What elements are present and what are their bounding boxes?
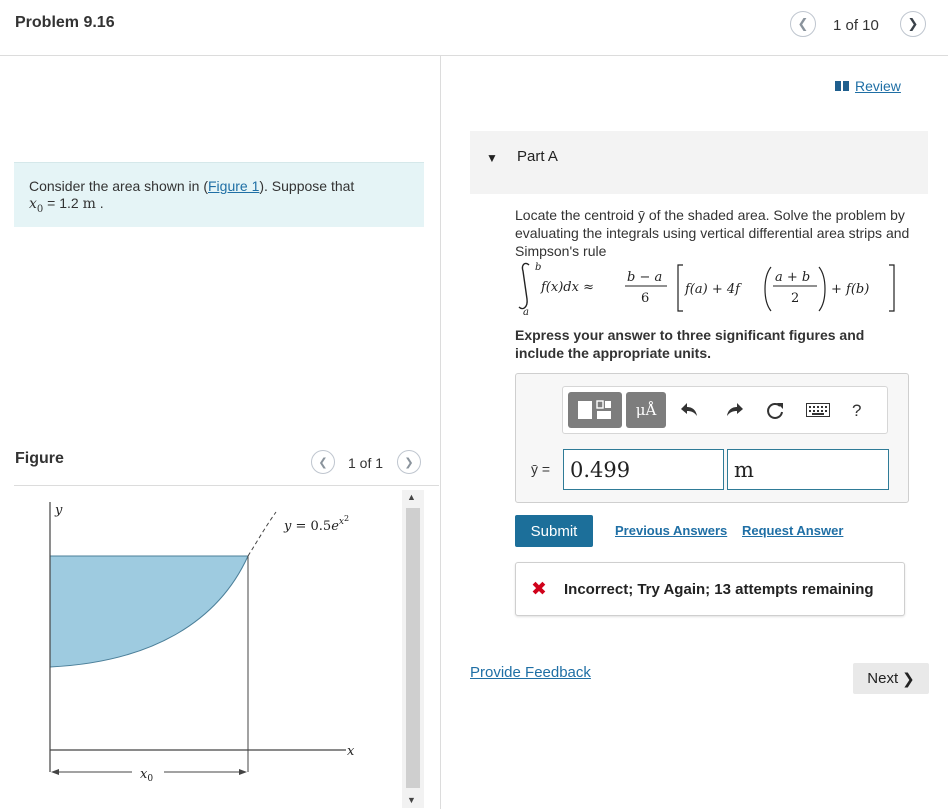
inner-denominator: 2 bbox=[791, 291, 800, 306]
provide-feedback-link[interactable]: Provide Feedback bbox=[470, 664, 591, 681]
scroll-down-icon[interactable]: ▼ bbox=[407, 795, 416, 805]
integral-sign bbox=[519, 263, 529, 308]
integrand: f(x)dx ≈ bbox=[541, 280, 594, 295]
undo-button[interactable] bbox=[680, 400, 700, 420]
x0-period: . bbox=[95, 195, 104, 211]
redo-icon bbox=[725, 402, 743, 418]
previous-answers-link[interactable]: Previous Answers bbox=[615, 523, 728, 538]
dimension-arrow-right bbox=[239, 769, 247, 775]
header-divider bbox=[0, 55, 948, 56]
figure-diagram bbox=[14, 490, 400, 808]
y-axis-label: y bbox=[55, 503, 63, 518]
simpsons-rule-formula bbox=[515, 257, 915, 317]
x0-number: = 1.2 bbox=[43, 195, 83, 211]
next-label: Next bbox=[867, 670, 899, 687]
problem-title: Problem 9.16 bbox=[15, 14, 115, 31]
part-title: Part A bbox=[517, 148, 558, 165]
problem-counter: 1 of 10 bbox=[833, 17, 879, 34]
x0-dimension-label: $x_0$ bbox=[140, 767, 154, 784]
submit-button[interactable]: Submit bbox=[515, 515, 593, 547]
fraction-denominator: 6 bbox=[641, 291, 650, 306]
previous-figure-button[interactable] bbox=[311, 450, 335, 474]
x0-unit: m bbox=[82, 196, 96, 212]
figure-link[interactable]: Figure 1 bbox=[208, 178, 260, 194]
column-divider bbox=[440, 56, 441, 809]
feedback-message: Incorrect; Try Again; 13 attempts remaining bbox=[564, 581, 874, 598]
collapse-caret-icon[interactable]: ▼ bbox=[486, 151, 498, 165]
right-paren bbox=[819, 267, 825, 311]
figure-divider bbox=[14, 485, 439, 486]
statement-text: Consider the area shown in ( bbox=[29, 178, 208, 194]
scroll-up-icon[interactable]: ▲ bbox=[407, 492, 416, 502]
book-icon bbox=[835, 81, 849, 91]
units-icon: μÅ bbox=[635, 401, 657, 419]
reset-button[interactable] bbox=[764, 400, 786, 422]
units-button[interactable] bbox=[626, 392, 666, 428]
x-axis-label: x bbox=[347, 744, 355, 759]
answer-instruction: Express your answer to three significant figures and include the appropriate units. bbox=[515, 327, 865, 361]
redo-button[interactable] bbox=[724, 400, 744, 420]
chevron-right-icon: ❯ bbox=[907, 16, 919, 31]
chevron-right-icon: ❯ bbox=[404, 456, 414, 469]
request-answer-link[interactable]: Request Answer bbox=[742, 523, 844, 538]
answer-value-input[interactable] bbox=[563, 449, 724, 490]
bracket-left-terms: f(a) + 4f bbox=[685, 282, 740, 297]
curve-extension bbox=[248, 512, 276, 556]
question-text: Locate the centroid ȳ of the shaded area. Solve the problem by evaluating the integrals using vertical differential area strips and Simpson's rule bbox=[515, 207, 910, 259]
keyboard-icon bbox=[806, 403, 830, 417]
left-bracket bbox=[678, 265, 683, 311]
dimension-arrow-left bbox=[51, 769, 59, 775]
bracket-right-terms: + f(b) bbox=[831, 282, 870, 297]
keyboard-button[interactable] bbox=[806, 402, 830, 418]
curve-label: $y = 0.5e^{x2}$ bbox=[284, 514, 350, 534]
next-problem-button[interactable] bbox=[900, 11, 926, 37]
previous-problem-button[interactable] bbox=[790, 11, 816, 37]
incorrect-x-icon: ✖ bbox=[531, 579, 547, 600]
integral-upper: b bbox=[535, 262, 542, 273]
statement-text-end: ). Suppose that bbox=[259, 178, 355, 194]
chevron-right-icon: ❯ bbox=[902, 670, 915, 688]
answer-label: ȳ = bbox=[531, 461, 551, 477]
figure-counter: 1 of 1 bbox=[348, 455, 384, 471]
templates-icon bbox=[575, 397, 615, 423]
figure-scrollbar-thumb[interactable] bbox=[406, 508, 420, 788]
reset-icon bbox=[765, 401, 785, 421]
x0-value bbox=[29, 195, 104, 215]
fraction-numerator: b − a bbox=[627, 270, 663, 285]
x0-subscript: 0 bbox=[36, 203, 44, 215]
shaded-area bbox=[50, 556, 248, 667]
inner-numerator: a + b bbox=[775, 270, 811, 285]
chevron-left-icon: ❮ bbox=[797, 16, 809, 31]
next-button[interactable] bbox=[853, 663, 929, 694]
review-link[interactable] bbox=[835, 78, 901, 94]
answer-units-input[interactable] bbox=[727, 449, 889, 490]
x0-variable: x bbox=[29, 196, 37, 212]
chevron-left-icon: ❮ bbox=[318, 456, 328, 469]
undo-icon bbox=[681, 402, 699, 418]
templates-button[interactable] bbox=[568, 392, 622, 428]
right-bracket bbox=[889, 265, 894, 311]
help-button[interactable]: ? bbox=[852, 401, 862, 420]
left-paren bbox=[765, 267, 771, 311]
problem-statement bbox=[29, 177, 409, 195]
next-figure-button[interactable] bbox=[397, 450, 421, 474]
figure-heading: Figure bbox=[15, 450, 64, 467]
review-label: Review bbox=[855, 78, 901, 94]
integral-lower: a bbox=[523, 307, 529, 317]
